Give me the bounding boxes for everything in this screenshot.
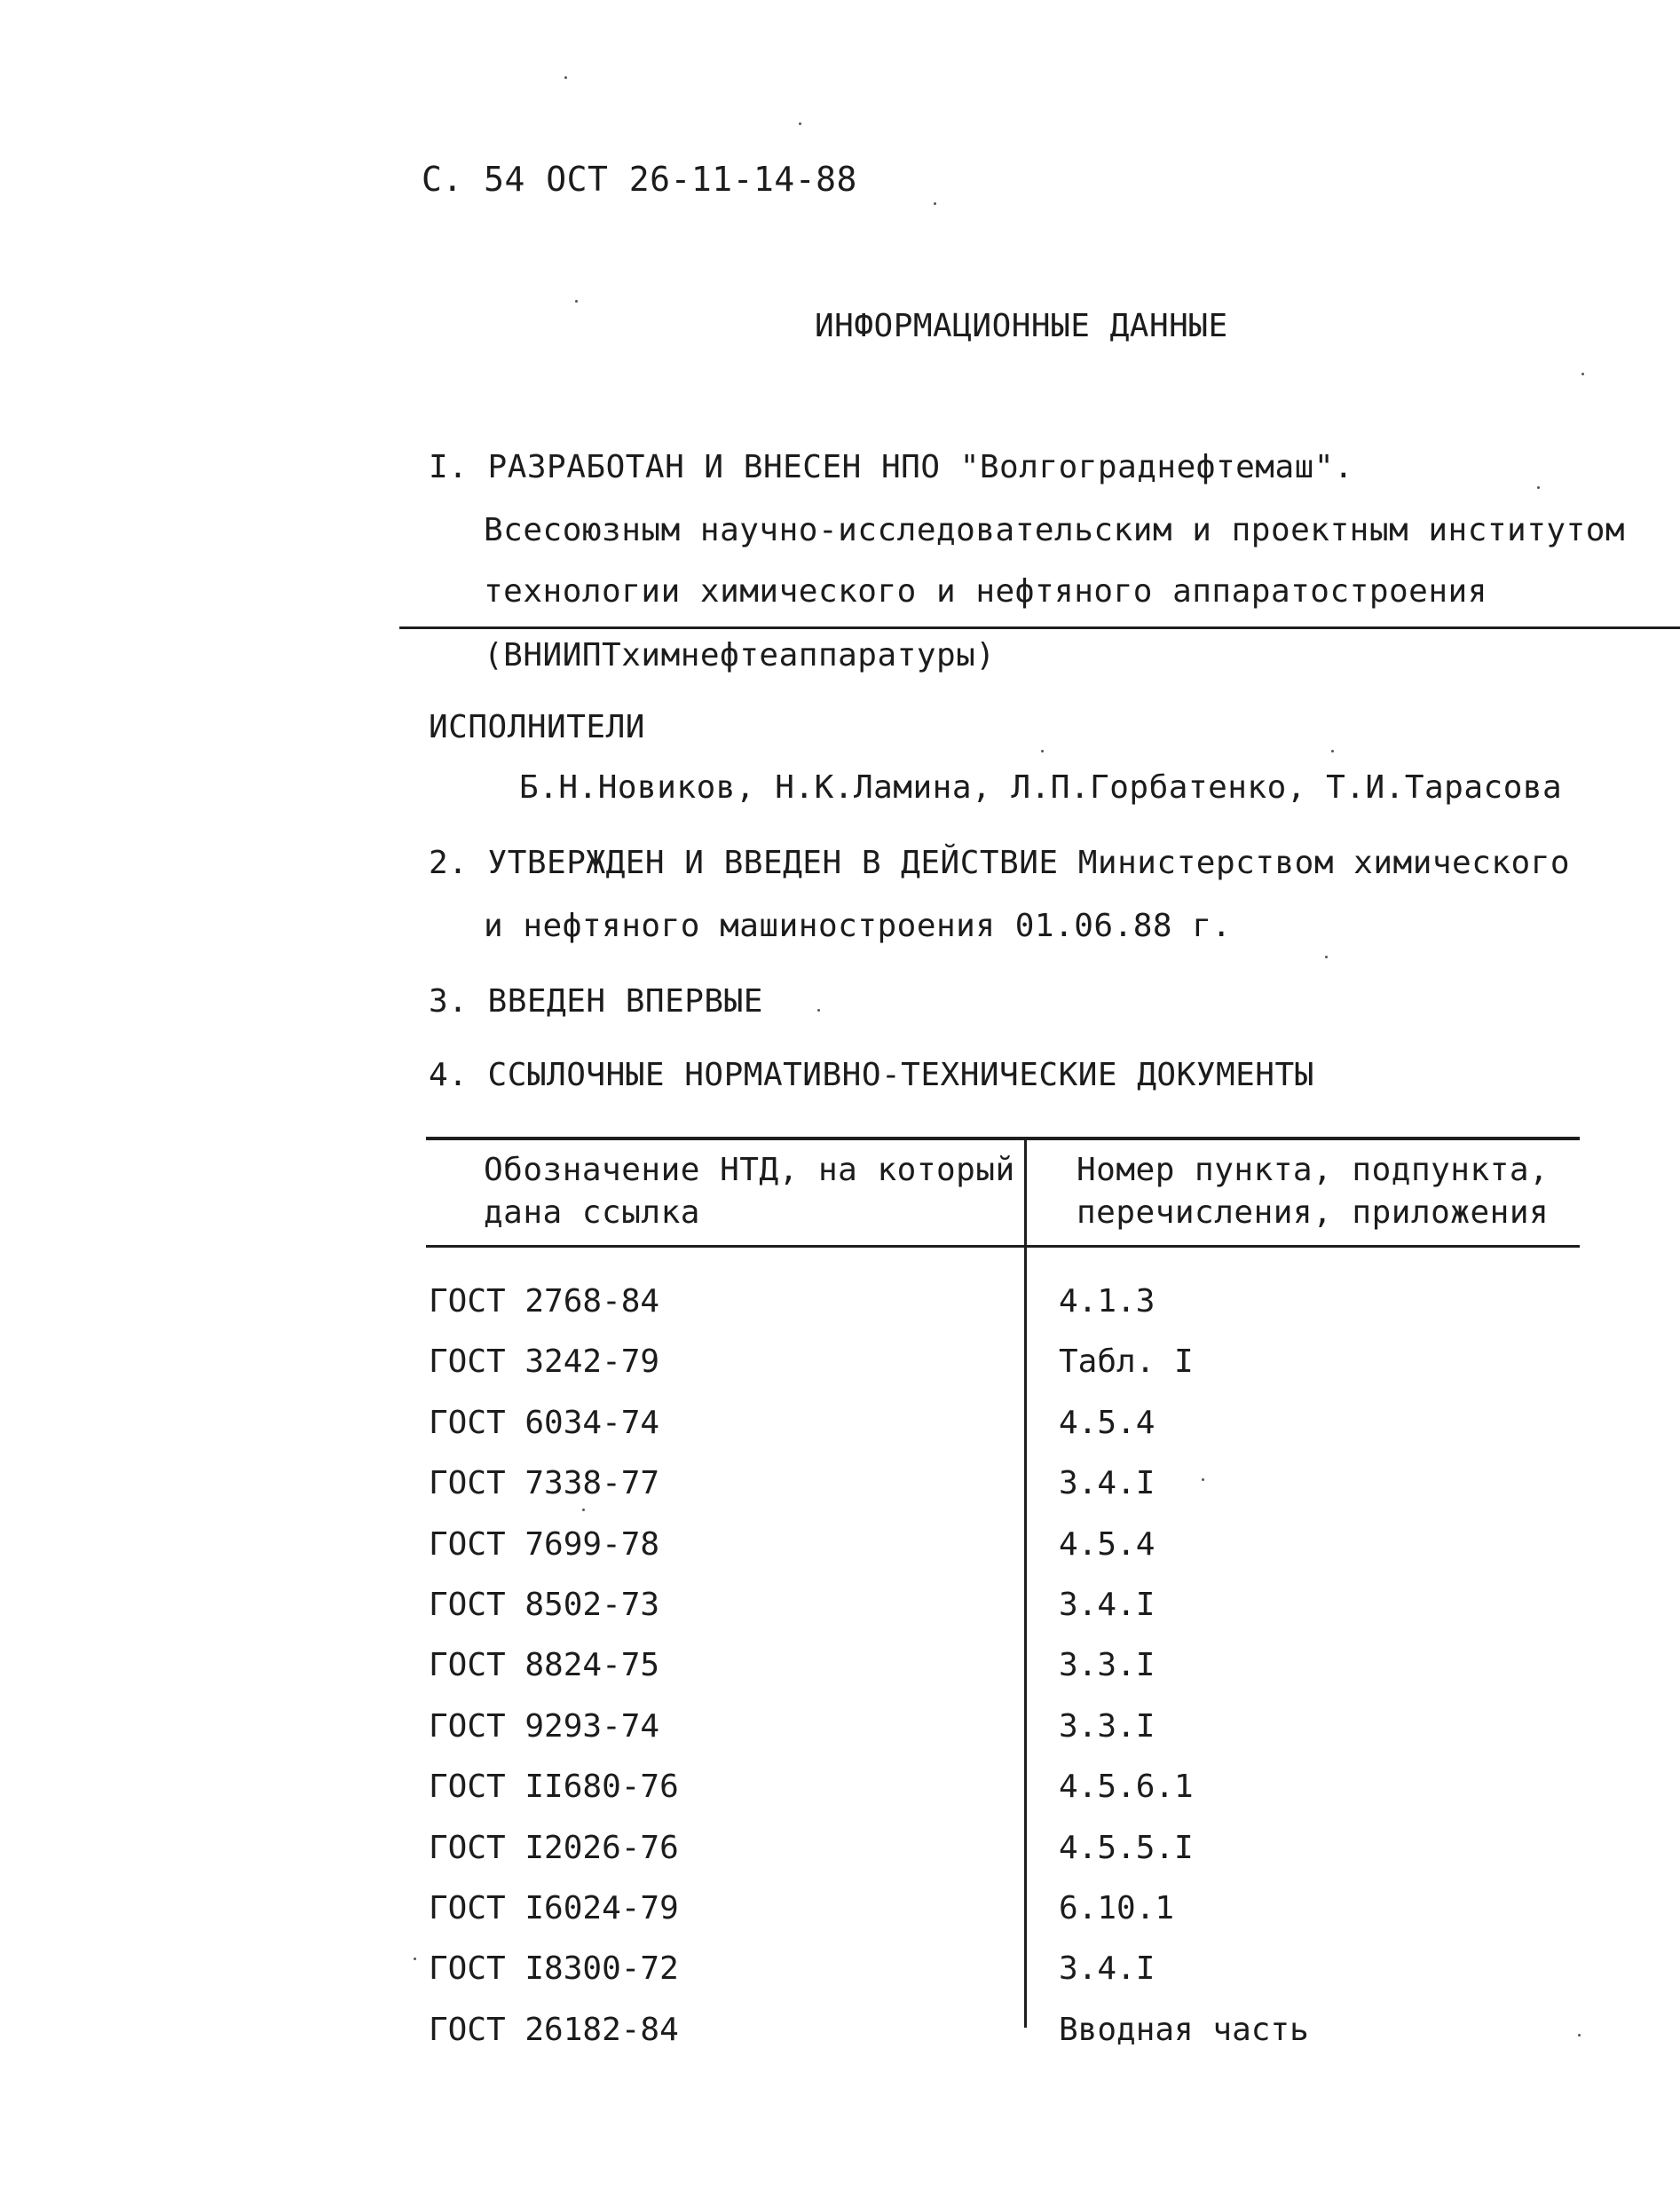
document-designation: ГОСТ 7699-78 — [429, 1525, 660, 1563]
table-row — [0, 1879, 1680, 1939]
clause-reference: 3.3.I — [1059, 1707, 1155, 1745]
clause-reference: 3.4.I — [1059, 1465, 1155, 1502]
table-row — [0, 1454, 1680, 1514]
section-1-line-1: I. РАЗРАБОТАН И ВНЕСЕН НПО "Волгограднефтемаш". — [429, 449, 1354, 485]
document-designation: ГОСТ 3242-79 — [429, 1343, 660, 1381]
clause-reference: 4.5.4 — [1059, 1525, 1155, 1563]
clause-reference: 3.4.I — [1059, 1587, 1155, 1623]
section-4-line-1: 4. ССЫЛОЧНЫЕ НОРМАТИВНО-ТЕХНИЧЕСКИЕ ДОКУМЕНТЫ — [429, 1057, 1314, 1093]
page-reference: С. 54 ОСТ 26-11-14-88 — [422, 160, 857, 199]
section-1-line-2: Всесоюзным научно-исследовательским и проектным институтом — [484, 512, 1626, 548]
clause-reference: 6.10.1 — [1059, 1890, 1175, 1926]
table-row — [0, 2000, 1680, 2060]
table-header-rule — [426, 1245, 1580, 1248]
table-row — [0, 1393, 1680, 1454]
clause-reference: 4.5.5.I — [1059, 1829, 1194, 1866]
clause-reference: Вводная часть — [1059, 2011, 1309, 2048]
scan-speck — [1331, 750, 1334, 752]
document-designation: ГОСТ 26182-84 — [429, 2011, 679, 2048]
document-designation: ГОСТ 8824-75 — [429, 1647, 660, 1684]
scan-speck — [564, 76, 567, 79]
table-header-left-line-2: дана ссылка — [484, 1194, 700, 1231]
clause-reference: 3.4.I — [1059, 1950, 1155, 1988]
document-designation: ГОСТ I8300-72 — [429, 1950, 679, 1988]
table-row — [0, 1515, 1680, 1575]
document-designation: ГОСТ 9293-74 — [429, 1707, 660, 1745]
document-designation: ГОСТ 7338-77 — [429, 1465, 660, 1502]
section-2-line-1: 2. УТВЕРЖДЕН И ВВЕДЕН В ДЕЙСТВИЕ Министерством химического — [429, 845, 1571, 881]
scan-speck — [1325, 956, 1328, 958]
scan-speck — [1537, 486, 1540, 489]
scan-speck — [799, 122, 801, 125]
document-designation: ГОСТ II680-76 — [429, 1769, 679, 1806]
scan-speck — [575, 300, 578, 303]
table-row — [0, 1697, 1680, 1757]
table-row — [0, 1332, 1680, 1392]
scan-speck — [817, 1009, 820, 1012]
horizontal-rule — [399, 626, 1680, 629]
clause-reference: Табл. I — [1059, 1343, 1194, 1381]
document-designation: ГОСТ 8502-73 — [429, 1587, 660, 1623]
table-header-right-line-2: перечисления, приложения — [1077, 1194, 1550, 1231]
clause-reference: 4.5.6.1 — [1059, 1769, 1194, 1806]
scan-speck — [1041, 750, 1044, 752]
section-1-line-3: технологии химического и нефтяного аппаратостроения — [484, 573, 1487, 610]
executors-names: Б.Н.Новиков, Н.К.Ламина, Л.П.Горбатенко, Т.И.Тарасова — [519, 769, 1563, 806]
table-header-right-line-1: Номер пункта, подпункта, — [1077, 1152, 1550, 1188]
document-designation: ГОСТ I6024-79 — [429, 1890, 679, 1926]
clause-reference: 4.1.3 — [1059, 1283, 1155, 1320]
document-designation: ГОСТ 6034-74 — [429, 1404, 660, 1441]
table-row — [0, 1939, 1680, 1999]
document-designation: ГОСТ I2026-76 — [429, 1829, 679, 1866]
clause-reference: 3.3.I — [1059, 1647, 1155, 1684]
executors-label: ИСПОЛНИТЕЛИ — [429, 709, 645, 745]
scan-speck — [934, 202, 936, 205]
table-row — [0, 1575, 1680, 1635]
table-header-left-line-1: Обозначение НТД, на который — [484, 1152, 1015, 1188]
page-title: ИНФОРМАЦИОННЫЕ ДАННЫЕ — [815, 308, 1228, 344]
table-row — [0, 1757, 1680, 1817]
scan-speck — [1581, 373, 1584, 375]
clause-reference: 4.5.4 — [1059, 1404, 1155, 1441]
section-1-line-4: (ВНИИПТхимнефтеаппаратуры) — [484, 637, 996, 674]
section-3-line-1: 3. ВВЕДЕН ВПЕРВЫЕ — [429, 983, 763, 1020]
table-row — [0, 1635, 1680, 1696]
table-top-rule — [426, 1137, 1580, 1140]
table-row — [0, 1818, 1680, 1879]
document-designation: ГОСТ 2768-84 — [429, 1283, 660, 1320]
section-2-line-2: и нефтяного машиностроения 01.06.88 г. — [484, 908, 1232, 944]
table-row — [0, 1272, 1680, 1332]
